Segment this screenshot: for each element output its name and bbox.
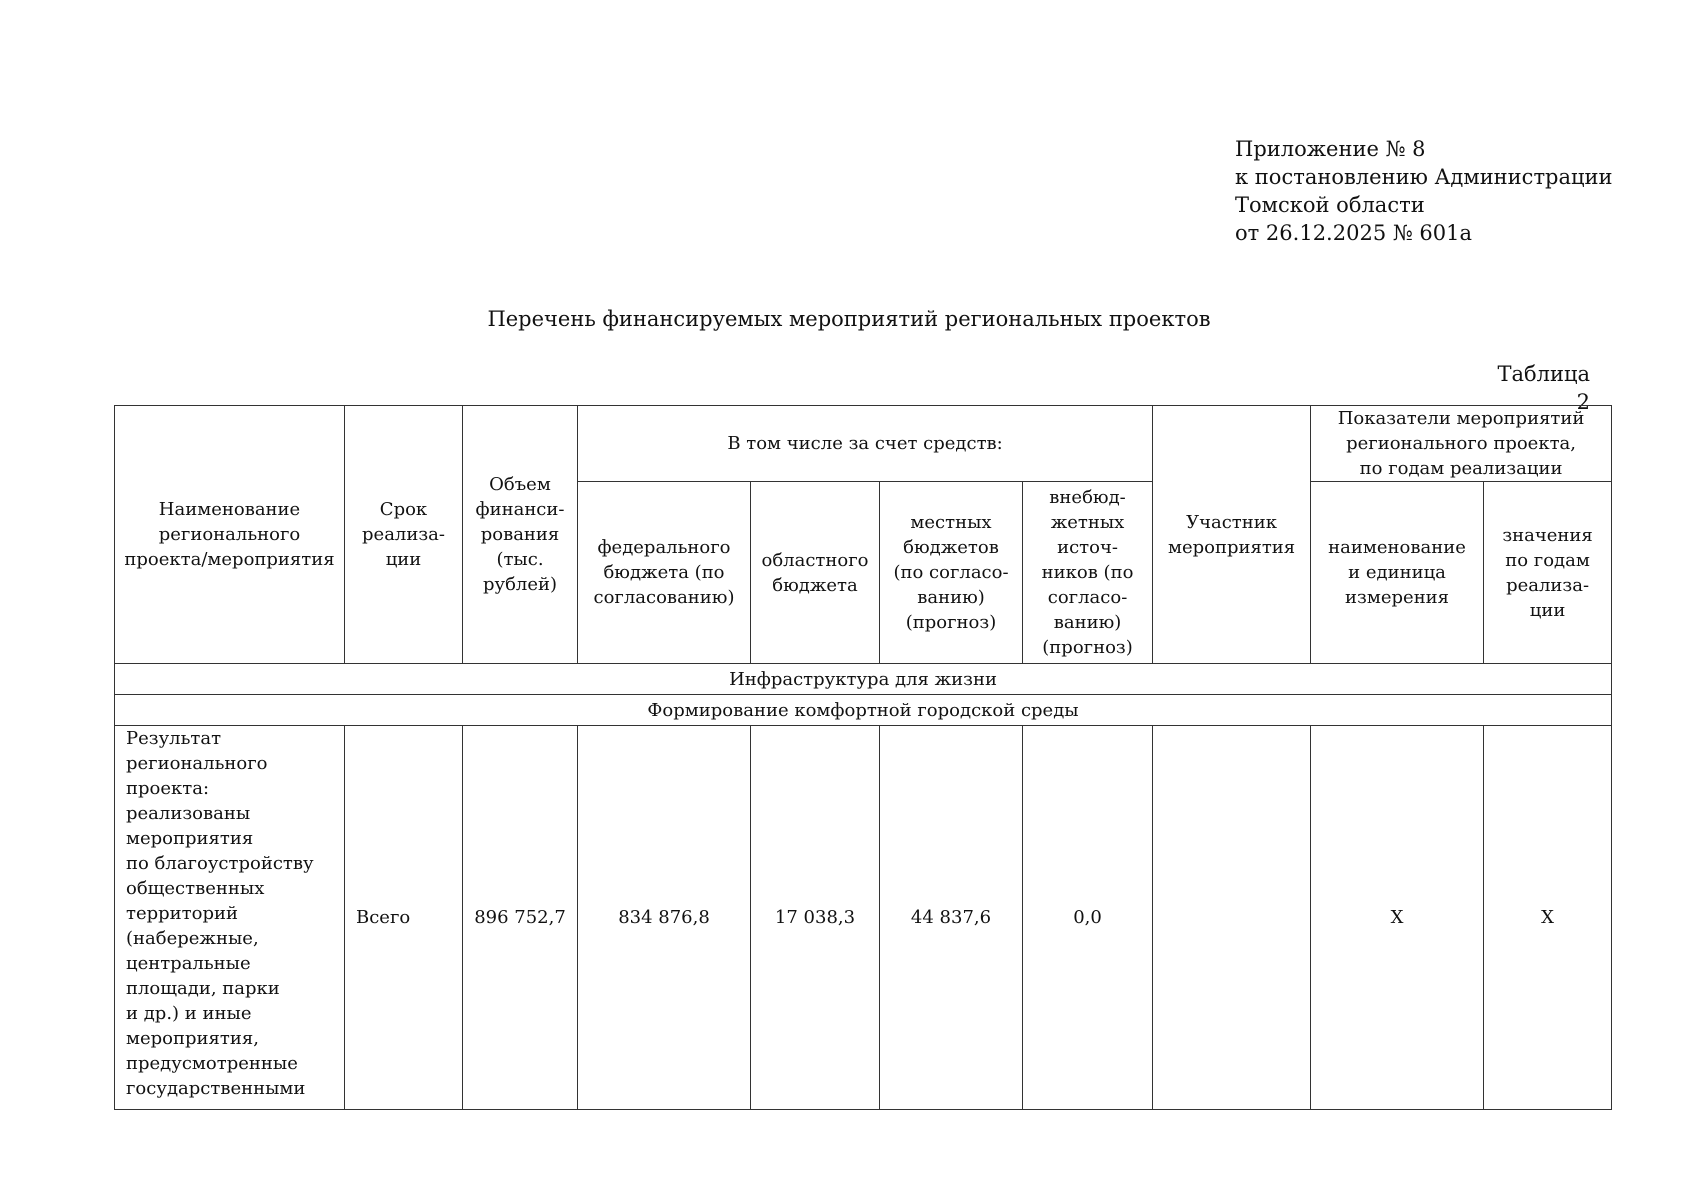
row-project-name: Результат регионального проекта: реализованы мероприятия по благоустройству общественных территорий (набережные, центральные площади, парки и др.) и иные мероприятия, предусмотренные государственными [115,726,345,1110]
header-federal-budget: федерального бюджета (по согласованию) [578,482,751,664]
row-period: Всего [345,726,463,1110]
section-title-infrastructure: Инфраструктура для жизни [115,664,1612,695]
row-extrabudgetary: 0,0 [1023,726,1153,1110]
header-indicator-name: наименование и единица измерения [1311,482,1484,664]
header-indicator-values: значения по годам реализа- ции [1484,482,1612,664]
section-row [115,695,1612,726]
section-row [115,664,1612,695]
appendix-block [1235,135,1613,247]
appendix-date: от 26.12.2025 № 601а [1235,221,1472,245]
appendix-decree: к постановлению Администрации [1235,165,1613,189]
row-funding-volume: 896 752,7 [463,726,578,1110]
projects-table [114,405,1612,1110]
row-participant [1153,726,1311,1110]
appendix-number: Приложение № 8 [1235,137,1426,161]
header-funding-volume: Объем финанси- рования (тыс. рублей) [463,406,578,664]
document-title: Перечень финансируемых мероприятий региональных проектов [487,307,1211,331]
row-indicator-values: X [1484,726,1612,1110]
header-period: Срок реализа- ции [345,406,463,664]
header-including-funds: В том числе за счет средств: [578,406,1153,482]
row-regional-budget: 17 038,3 [751,726,880,1110]
header-row-1 [115,406,1612,482]
header-regional-budget: областного бюджета [751,482,880,664]
table-label: Таблица 2 [1497,362,1590,414]
row-local-budgets: 44 837,6 [880,726,1023,1110]
header-extrabudgetary: внебюд- жетных источ- ников (по согласо- ванию) (прогноз) [1023,482,1153,664]
row-federal-budget: 834 876,8 [578,726,751,1110]
header-local-budgets: местных бюджетов (по согласо- ванию) (прогноз) [880,482,1023,664]
appendix-region: Томской области [1235,193,1425,217]
section-title-urban-environment: Формирование комфортной городской среды [115,695,1612,726]
header-participant: Участник мероприятия [1153,406,1311,664]
table-row [115,726,1612,1110]
header-project-name: Наименование регионального проекта/мероприятия [115,406,345,664]
row-indicator-name: X [1311,726,1484,1110]
header-indicators: Показатели мероприятий регионального проекта, по годам реализации [1311,406,1612,482]
